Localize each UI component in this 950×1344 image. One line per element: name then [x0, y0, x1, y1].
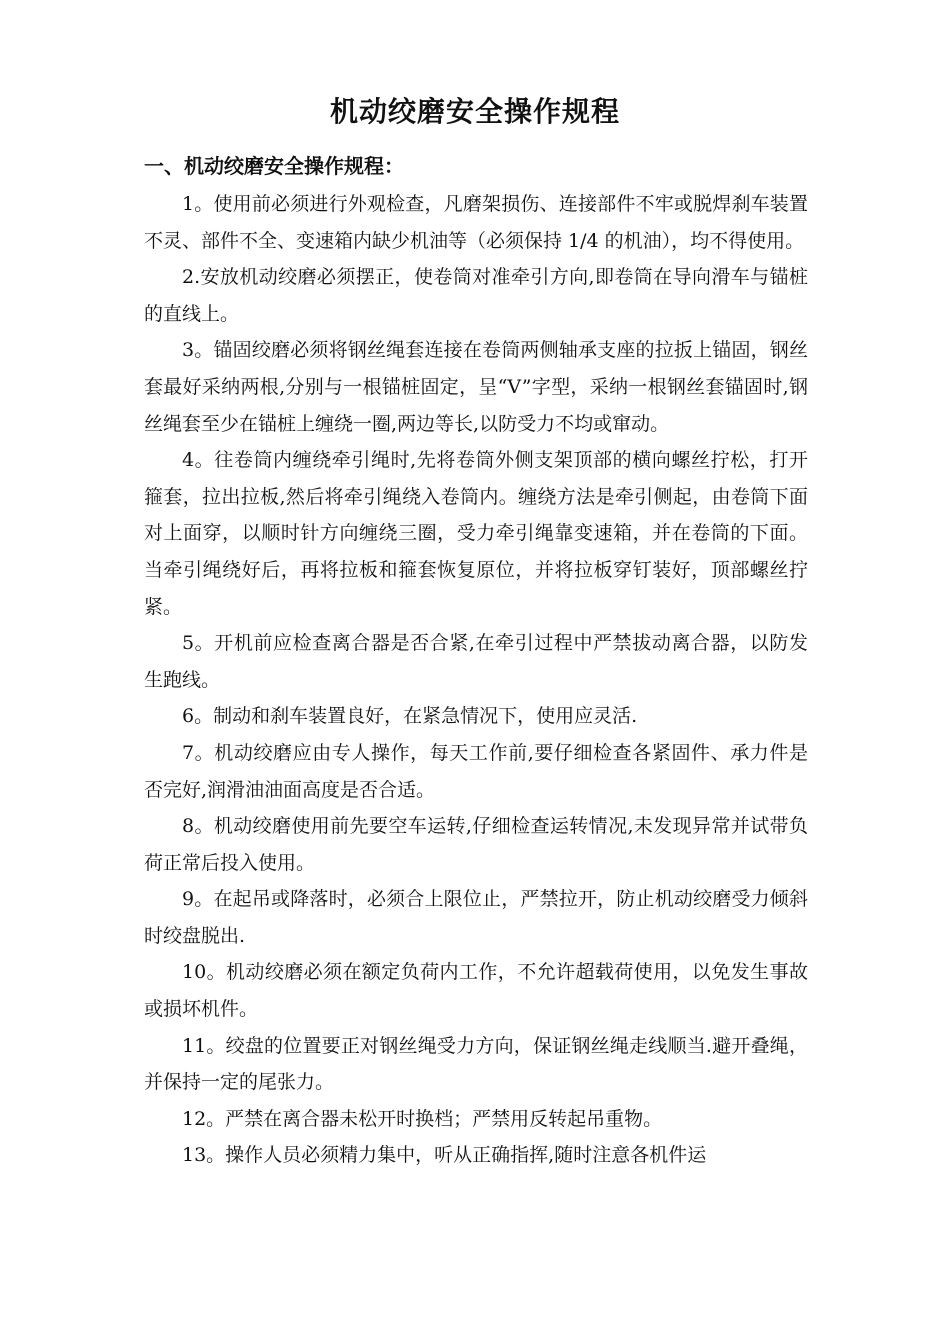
paragraph-8: 8。机动绞磨使用前先要空车运转,仔细检查运转情况,未发现异常并试带负荷正常后投入使用。 — [144, 815, 808, 874]
paragraph-1: 1。使用前必须进行外观检查，凡磨架损伤、连接部件不牢或脱焊刹车装置不灵、部件不全、变速箱内缺少机油等（必须保持 1/4 的机油），均不得使用。 — [144, 193, 808, 252]
paragraph-9: 9。在起吊或降落时，必须合上限位止，严禁拉开，防止机动绞磨受力倾斜时绞盘脱出. — [144, 888, 808, 947]
paragraph-3: 3。锚固绞磨必须将钢丝绳套连接在卷筒两侧轴承支座的拉扳上锚固，钢丝套最好采纳两根,分别与一根锚桩固定，呈“V”字型，采纳一根钢丝套锚固时,钢丝绳套至少在锚桩上缠绕一圈,两边等长,以防受力不均或窜动。 — [144, 339, 808, 435]
document-title: 机动绞磨安全操作规程 — [329, 95, 620, 128]
paragraph-2: 2.安放机动绞磨必须摆正，使卷筒对准牵引方向,即卷筒在导向滑车与锚桩的直线上。 — [144, 266, 808, 325]
paragraph-7: 7。机动绞磨应由专人操作，每天工作前,要仔细检查各紧固件、承力件是否完好,润滑油油面高度是否合适。 — [144, 741, 808, 801]
paragraph-10: 10。机动绞磨必须在额定负荷内工作，不允许超载荷使用，以免发生事故或损坏机件。 — [144, 961, 808, 1021]
paragraph-11: 11。绞盘的位置要正对钢丝绳受力方向，保证钢丝绳走线顺当.避开叠绳，并保持一定的尾张力。 — [144, 1034, 808, 1094]
paragraph-5: 5。开机前应检查离合器是否合紧,在牵引过程中严禁拔动离合器，以防发生跑线。 — [144, 632, 808, 691]
paragraph-4: 4。往卷筒内缠绕牵引绳时,先将卷筒外侧支架顶部的横向螺丝拧松，打开箍套，拉出拉板,然后将牵引绳绕入卷筒内。缠绕方法是牵引侧起，由卷筒下面对上面穿，以顺时针方向缠绕三圈，受力牵引绳靠变速箱，并在卷筒的下面。当牵引绳绕好后，再将拉板和箍套恢复原位，并将拉板穿钉装好，顶部螺丝拧紧。 — [144, 449, 808, 618]
document-body — [144, 186, 808, 1174]
paragraph-6: 6。制动和刹车装置良好，在紧急情况下，使用应灵活. — [182, 705, 638, 728]
paragraph-13: 13。操作人员必须精力集中，听从正确指挥,随时注意各机件运 — [182, 1144, 707, 1167]
paragraph-12: 12。严禁在离合器未松开时换档；严禁用反转起吊重物。 — [182, 1107, 663, 1130]
section-heading: 一、机动绞磨安全操作规程： — [144, 154, 404, 178]
